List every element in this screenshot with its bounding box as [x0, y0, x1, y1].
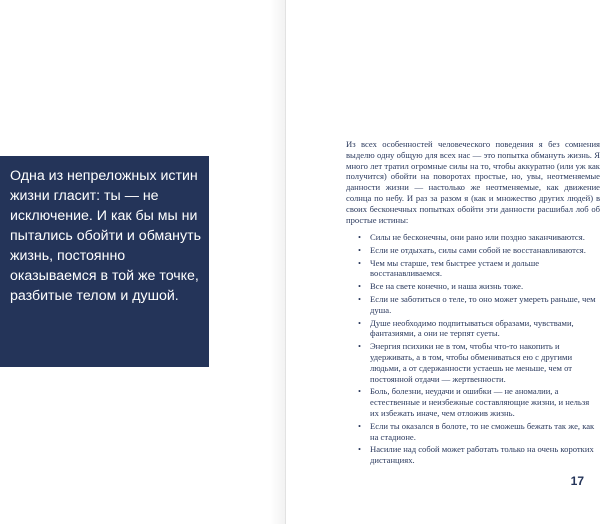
list-item-text: Боль, болезни, неудачи и ошибки — не аномалии, а естественные и неизбежные составляющие жизни, и нельзя их избежать иначе, чем отложив жизнь. — [370, 386, 590, 418]
list-item-text: Если не отдыхать, силы сами собой не восстанавливаются. — [370, 244, 586, 255]
list-item — [346, 232, 600, 243]
list-item-text: Энергия психики не в том, чтобы что-то накопить и удерживать, а в том, чтобы обмениваться ею с другими людьми, а от сдержанности устаешь не меньше, чем от постоянной отдачи — жертвенности. — [370, 341, 573, 384]
list-item-text: Если ты оказался в болоте, то не сможешь бежать так же, как на стадионе. — [370, 420, 595, 442]
page-number: 17 — [570, 474, 584, 488]
bullet-dot: • — [358, 232, 362, 242]
truths-list — [346, 232, 600, 468]
list-item-text: Если не заботиться о теле, то оно может умереть раньше, чем душа. — [370, 293, 596, 315]
list-item-text: Все на свете конечно, и наша жизнь тоже. — [370, 281, 524, 292]
list-item — [346, 258, 600, 280]
bullet-dot: • — [358, 281, 362, 292]
bullet-dot: • — [358, 341, 362, 352]
bullet-dot: • — [358, 317, 362, 328]
pull-quote-text: Одна из непреложных истин жизни гласит: ты — не исключение. И как бы мы ни пытались обойти и обмануть жизнь, постоянно оказываемся в той же точке, разбитые телом и душой. — [10, 168, 201, 304]
list-item — [346, 318, 600, 340]
list-item — [346, 245, 600, 256]
bullet-dot: • — [358, 244, 362, 255]
list-item — [346, 421, 600, 443]
list-item — [346, 444, 600, 466]
list-item-text: Душе необходимо подпитываться образами, чувствами, фантазиями, а они не терпят суеты. — [370, 317, 574, 339]
bullet-dot: • — [358, 386, 362, 397]
gutter-shadow — [270, 0, 285, 524]
left-page — [0, 0, 285, 524]
intro-paragraph: Из всех особенностей человеческого поведения я без сомнения выделю одну общую для всех нас — это попытка обмануть жизнь. Я много лет тратил огромные силы на то, чтобы аккуратно (или уж как получится) обойти на поворотах простые, но, увы, неотменяемые данности жизни — настолько же неотменяемые, как движение солнца по небу. И раз за разом я (как и множество других людей) в своих бесконечных попытках обойти эти данности расшибал лоб об простые истины: — [346, 139, 600, 225]
pull-quote-box — [0, 156, 209, 367]
bullet-dot: • — [358, 293, 362, 304]
bullet-dot: • — [358, 257, 362, 268]
list-item — [346, 281, 600, 292]
list-item — [346, 294, 600, 316]
list-item — [346, 341, 600, 384]
list-item-text: Чем мы старше, тем быстрее устаем и дольше восстанавливаемся. — [370, 257, 540, 279]
list-item — [346, 386, 600, 418]
list-item-text: Насилие над собой может работать только на очень коротких дистанциях. — [370, 444, 594, 466]
list-item-text: Силы не бесконечны, они рано или поздно заканчиваются. — [370, 232, 585, 242]
bullet-dot: • — [358, 420, 362, 431]
bullet-dot: • — [358, 444, 362, 455]
